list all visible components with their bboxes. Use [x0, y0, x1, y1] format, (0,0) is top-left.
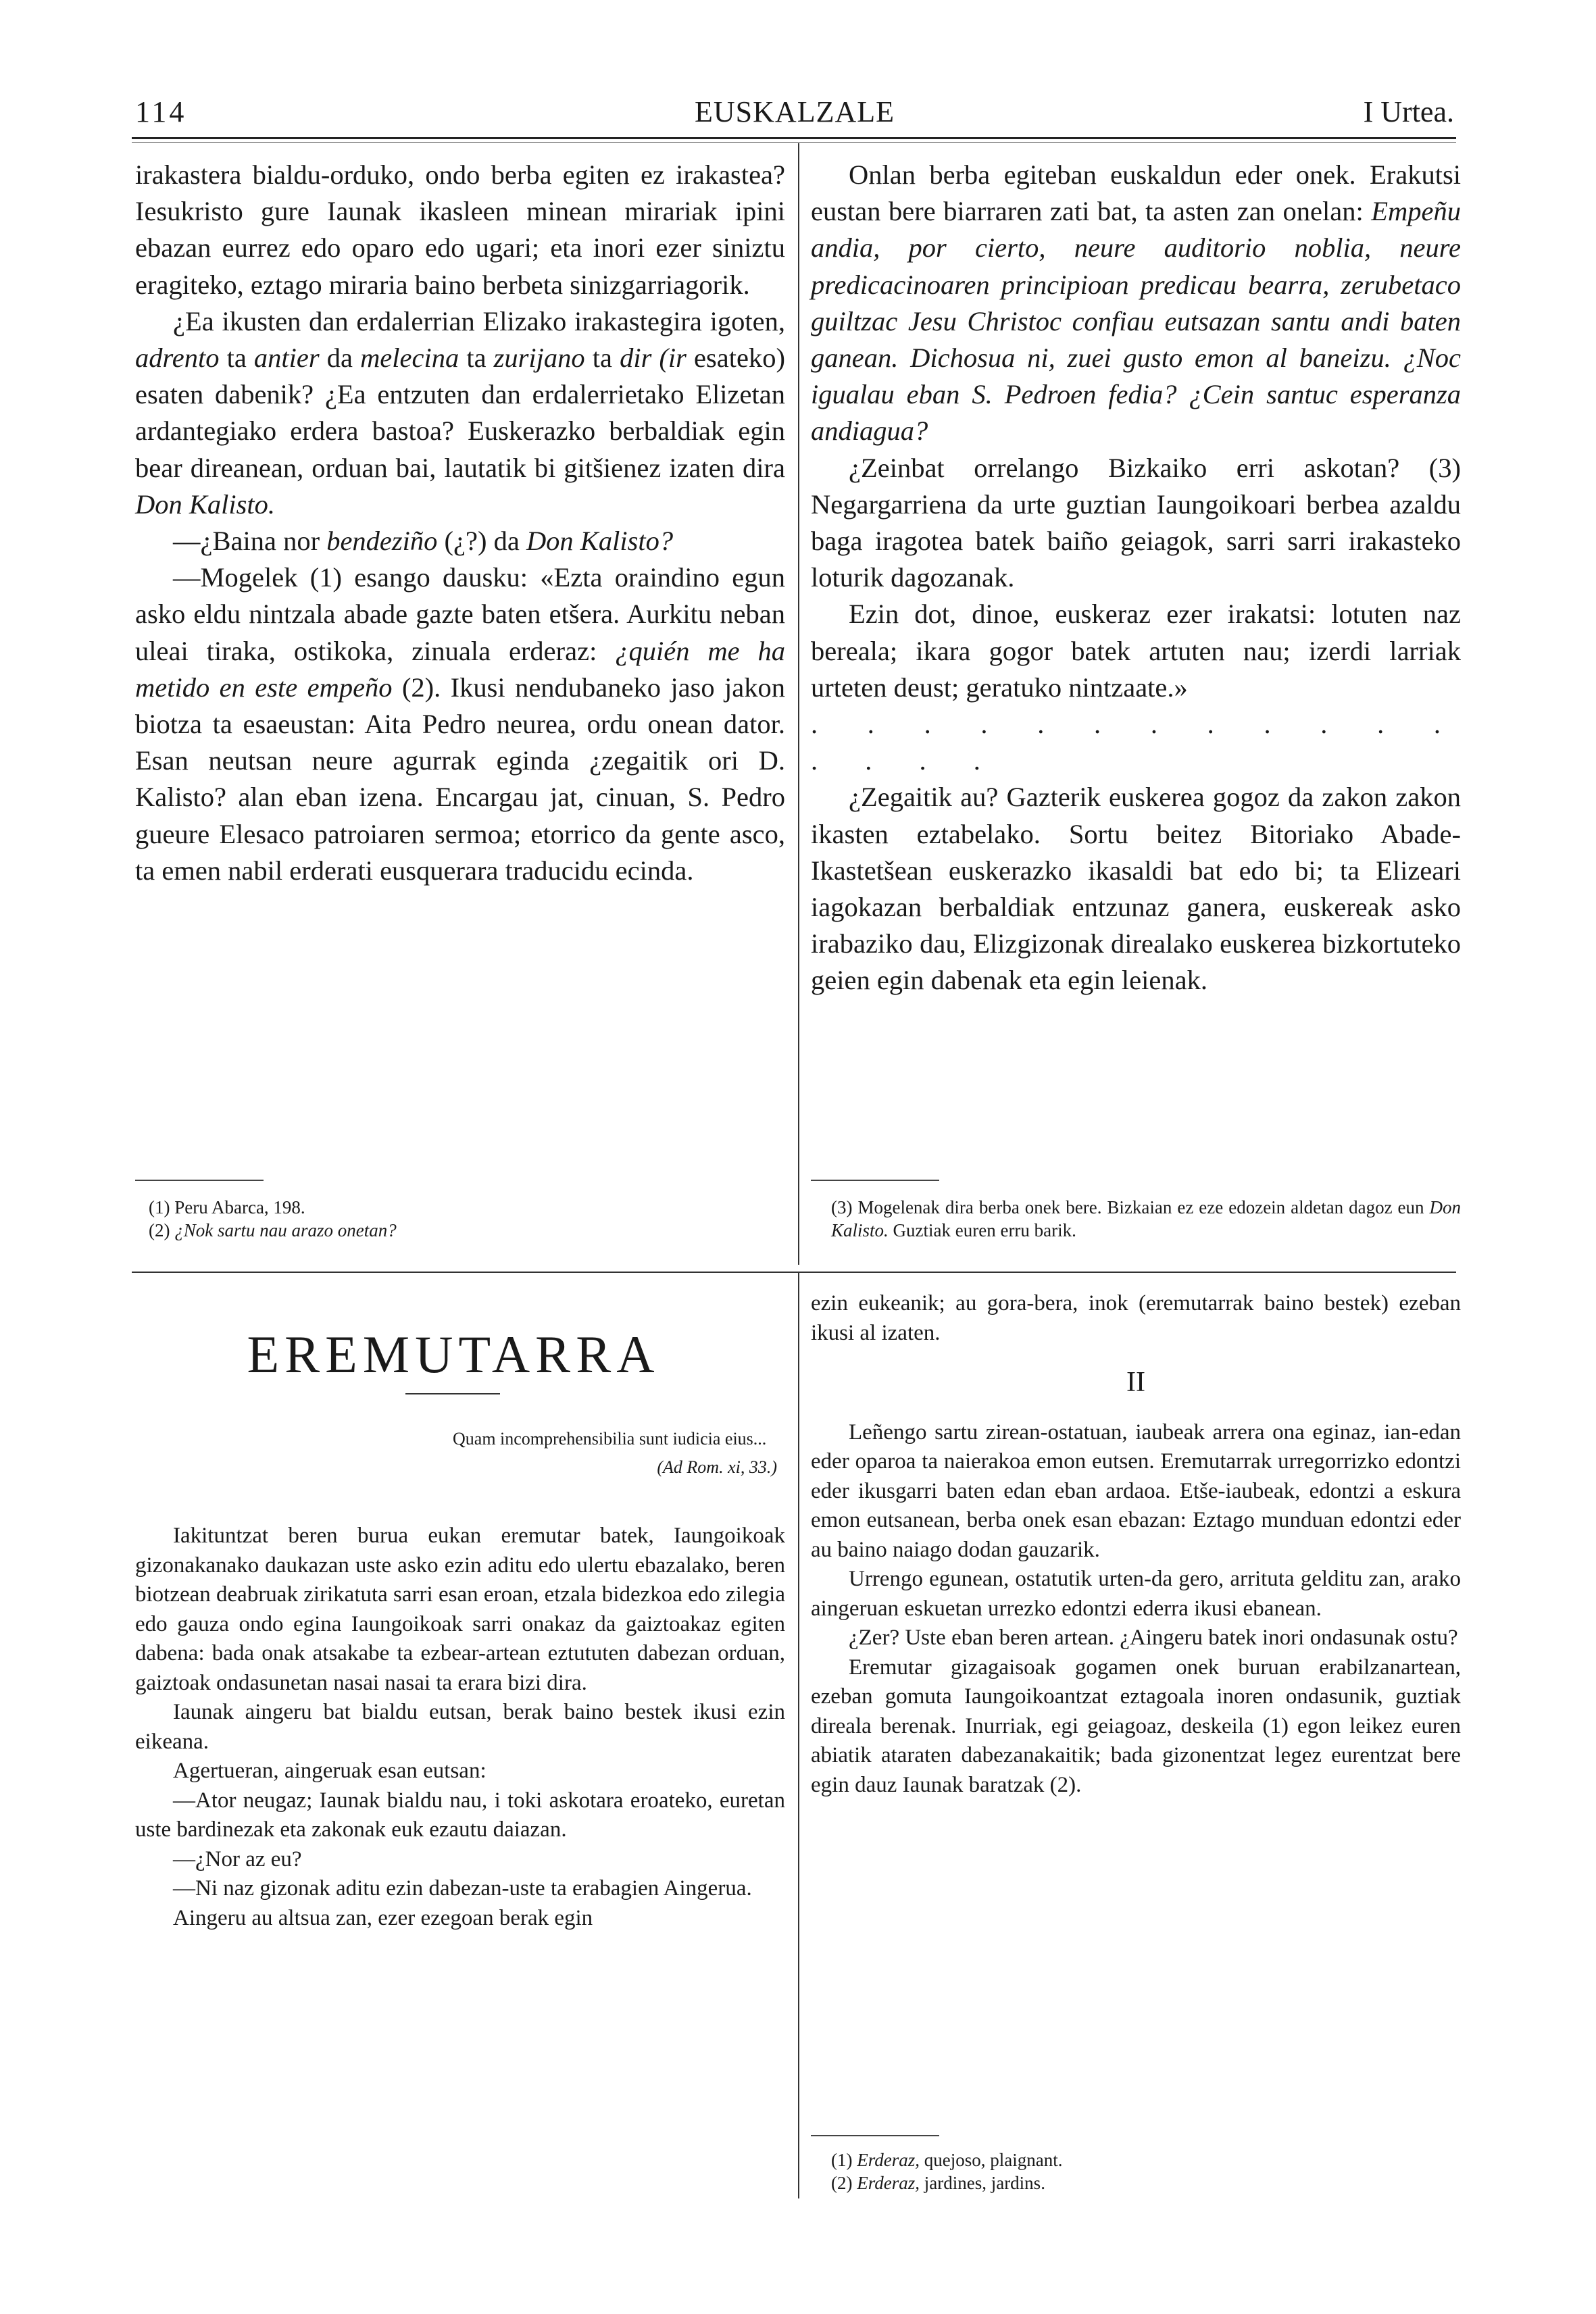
epigraph-text: Quam incomprehensibilia sunt iudicia eius... — [453, 1429, 767, 1449]
footnote-3: (3) Mogelenak dira berba onek bere. Bizkaian ez eze edozein aldetan dagoz eun Don Kalisto. Guztiak euren erru barik. — [831, 1197, 1461, 1240]
paragraph: irakastera bialdu-orduko, ondo berba egiten ez irakastea? Iesukristo gure Iaunak ikasleen minean mirariak ipini ebazan eurrez edo oparo edo ugari; eta inori ezer siniztu eragiteko, eztago miraria baino berbeta sinizgarriagorik. — [135, 159, 785, 300]
paragraph: —¿Baina nor bendeziño (¿?) da Don Kalisto? — [173, 526, 674, 557]
page-number: 114 — [135, 95, 187, 128]
paragraph: —Ni naz gizonak aditu ezin dabezan-uste ta erabagien Aingerua. — [173, 1876, 752, 1901]
page-header — [135, 95, 1454, 142]
paragraph: Ezin dot, dinoe, euskeraz ezer irakatsi: lotuten naz bereala; ikara gogor batek artuten nau; izerdi larriak urteten deust; geratuko nintzaate.» — [811, 599, 1461, 703]
header-rule — [132, 137, 1456, 139]
footnote-rule — [811, 1180, 939, 1181]
paragraph: ¿Zeinbat orrelango Bizkaiko erri askotan? (3) Negargarriena da urte guztian Iaungoikoari berbea azaldu baga iragotea batek baiño geiagok, sarri sarri irakasteko loturik dagozanak. — [811, 452, 1461, 593]
paragraph: —Ator neugaz; Iaunak bialdu nau, i toki askotara eroateko, euretan uste bardinezak eta zakonak euk ezautu daiazan. — [135, 1788, 785, 1842]
footnote-1: (1) Peru Abarca, 198. — [149, 1197, 305, 1217]
paragraph: ezin eukeanik; au gora-bera, inok (eremutarrak baino bestek) ezeban ikusi al izaten. — [811, 1291, 1461, 1345]
title-rule — [405, 1393, 500, 1394]
footnotes-bottom-right — [831, 2148, 1461, 2194]
paragraph: Onlan berba egiteban euskaldun eder onek. Erakutsi eustan bere biarraren zati bat, ta asten zan onelan: Empeñu andia, por cierto, neure auditorio noblia, neure predicacinoaren principioan predicau bearra, zerubetaco guiltzac Jesu Christoc confiau eutsazan santu andi baten ganean. Dichosua ni, zuei gusto emon al baneizu. ¿Noc igualau eban S. Pedroen fedia? ¿Cein santuc esperanza andiagua? — [811, 159, 1461, 447]
bottom-left-column — [135, 1521, 785, 1933]
epigraph-source: (Ad Rom. xi, 33.) — [657, 1457, 777, 1477]
paragraph: Urrengo egunean, ostatutik urten-da gero, arrituta gelditu zan, arako aingeruan eskuetan urrezko edontzi ederra ikusi ebanean. — [811, 1567, 1461, 1621]
paragraph: ¿Zer? Uste eban beren artean. ¿Aingeru batek inori ondasunak ostu? — [849, 1626, 1458, 1650]
section-number: II — [1126, 1367, 1145, 1398]
paragraph: Aingeru au altsua zan, ezer ezegoan berak egin — [173, 1905, 593, 1930]
header-rule-thin — [132, 142, 1456, 143]
journal-title: EUSKALZALE — [695, 95, 895, 128]
paragraph: —Mogelek (1) esango dausku: «Ezta oraindino egun asko eldu nintzala abade gazte baten etšera. Aurkitu neban uleai tiraka, ostikoka, zinuala erderaz: ¿quién me ha metido en este empeño (2). Ikusi nendubaneko jaso jakon biotza ta esaeustan: Aita Pedro neurea, ordu onean dator. Esan neutsan neure agurrak eginda ¿zegaitik ori D. Kalisto? alan eban izena. Encargau jat, cinuan, S. Pedro gueure Elesaco patroiaren sermoa; etorrico da gente asco, ta emen nabil erderati eusquerara traducidu ecinda. — [135, 562, 785, 886]
paragraph: ¿Zegaitik au? Gazterik euskerea gogoz da zakon zakon ikasten eztabelako. Sortu beitez Bitoriako Abade-Ikastetšean euskerazko ikasaldi bat edo bi; ta Elizeari iagokazan berbaldiak entzunaz ganera, euskereak asko irabaziko dau, Elizgizonak direalako euskerea bizkortuteko geien egin dabenak eta egin leienak. — [811, 782, 1461, 996]
top-left-column — [135, 157, 785, 889]
top-right-column — [811, 157, 1461, 999]
paragraph: Leñengo sartu zirean-ostatuan, iaubeak arrera ona eginaz, ian-edan eder oparoa ta naierakoa emon eutsen. Eremutarrak urregorrizko edontzi eder ikusgarri baten edan eban ardaoa. Etše-iaubeak, edontzi a eskura emon eutsanean, berba onek esan ebazan: Eztago munduan edontzi eder au baino naiago dodan gauzarik. — [811, 1419, 1461, 1562]
section-separator — [132, 1272, 1456, 1273]
paragraph: Eremutar gizagaisoak gogamen onek buruan erabilzanartean, ezeban gomuta Iaungoikoantzat eztagoala inoren ondasunik, guztiak direala berenak. Inurriak, egi geiagoaz, deskeila (1) egon leikez euren abiatik ataraten dabezanakaitik; bada gizonentzat legez eurentzat bere egin dauz Iaunak baratzak (2). — [811, 1655, 1461, 1797]
paragraph: ¿Ea ikusten dan erdalerrian Elizako irakastegira igoten, adrento ta antier da melecina ta zurijano ta dir (ir esateko) esaten dabenik? ¿Ea entzuten dan erdalerrietako Elizetan ardantegiako erdera bastoa? Euskerazko berbaldiak egin bear direanean, orduan bai, lautatik bi gitšienez izaten dira Don Kalisto. — [135, 305, 785, 520]
paragraph: —¿Nor az eu? — [173, 1846, 302, 1871]
footnote-1: (1) Erderaz, quejoso, plaignant. — [831, 2150, 1063, 2170]
section-title: EREMUTARRA — [247, 1325, 660, 1384]
paragraph: Iaunak aingeru bat bialdu eutsan, berak baino bestek ikusi ezin eikeana. — [135, 1700, 785, 1754]
paragraph: Iakituntzat beren burua eukan eremutar batek, Iaungoikoak gizonakanako daukazan uste asko ezin aditu edo ulertu ebazalako, beren biotzean deabruak zirikatuta sarri esan eroan, etzala bidezkoa edo zilegia edo gauza ondo egina Iaungoikoak sarri onakaz da gaiztoakaz egiten dabena: bada onak atsakabe ta ezbear-artean eztututen dabezan orduan, gaiztoak ondasunetan nasai nasai ta erara bizi dira. — [135, 1524, 785, 1695]
footnote-rule — [811, 2135, 939, 2136]
footnote-rule — [135, 1180, 264, 1181]
column-divider-top — [798, 143, 799, 1265]
footnotes-top-right — [831, 1196, 1461, 1242]
ellipsis-line: . . . . . . . . . . . . . . . . — [811, 709, 1461, 776]
column-divider-bottom — [798, 1273, 799, 2198]
footnote-2: (2) Erderaz, jardines, jardins. — [831, 2173, 1045, 2193]
bottom-right-column — [811, 1289, 1461, 1800]
volume-label: I Urtea. — [1363, 95, 1454, 128]
footnote-2: (2) ¿Nok sartu nau arazo onetan? — [149, 1220, 397, 1240]
paragraph: Agertueran, aingeruak esan eutsan: — [173, 1759, 487, 1783]
footnotes-top-left — [149, 1196, 757, 1242]
epigraph — [453, 1427, 777, 1480]
